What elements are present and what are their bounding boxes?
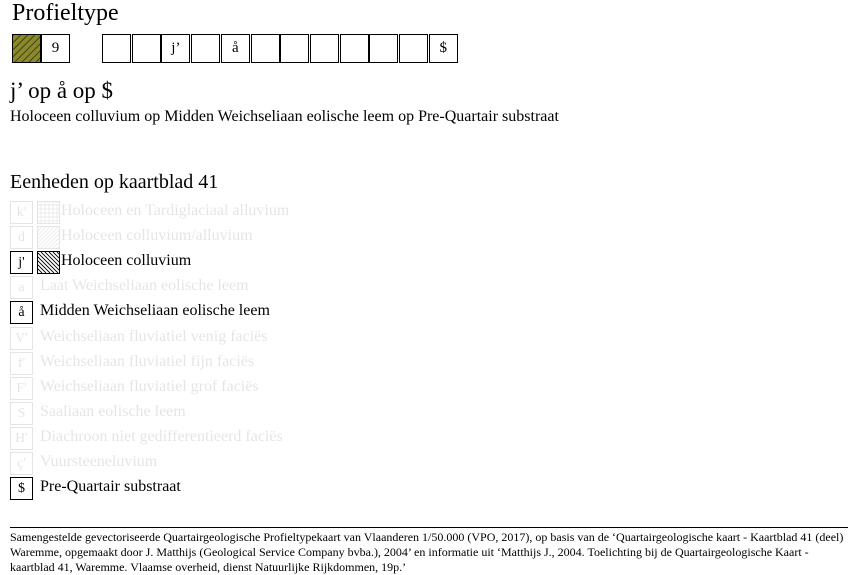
unit-code: k' [10,201,33,224]
profile-code-cell [191,34,220,63]
unit-code: f' [10,352,33,375]
page-title: Profieltype [12,0,119,26]
profile-formula: j’ op å op $ [10,78,114,103]
unit-label: Holoceen colluvium/alluvium [61,227,253,245]
unit-label: Diachroon niet gedifferentieerd faciës [40,427,283,445]
unit-label: Laat Weichseliaan eolische leem [40,277,249,295]
profile-code-cell [251,34,280,63]
unit-code: d [10,226,33,249]
unit-label: Vuursteeneluvium [40,453,158,470]
unit-label: Holoceen colluvium [61,252,192,270]
profile-code-cell [340,34,369,63]
unit-pattern [37,251,60,274]
unit-code: $ [10,477,33,500]
profile-code-cell: å [221,34,250,63]
unit-pattern [37,226,60,249]
unit-label: Saaliaan eolische leem [40,402,186,420]
unit-code: S [10,402,33,425]
unit-code: H' [10,427,33,450]
units-heading: Eenheden op kaartblad 41 [10,171,219,193]
unit-label: Midden Weichseliaan eolische leem [40,302,270,320]
profile-code-cell: $ [429,34,458,63]
profile-number: 9 [41,34,70,63]
unit-label: Weichseliaan fluviatiel venig faciës [40,327,268,345]
profile-color-swatch [12,34,41,63]
diagonal-hatch-icon [38,227,59,248]
profile-description: Holoceen colluvium op Midden Weichseliaan eolische leem op Pre-Quartair substraat [10,108,559,125]
unit-code: a [10,276,33,299]
unit-code: V' [10,327,33,350]
profile-code-cell: j’ [161,34,190,63]
grid-pattern-icon [38,202,59,223]
profile-code-cell [310,34,339,63]
source-note: Samengestelde gevectoriseerde Quartairgeologische Profieltypekaart van Vlaanderen 1/50.000 (VPO, 2017), op basis van de ‘Quartairgeologische kaart - Kaartblad 41 (deel) Waremme, opgemaakt door J. Matthijs (Geological Service Company bvba.), 2004’ en informatie uit ‘Matthijs J., 2004. Toelichting bij de Quartairgeologische Kaart - kaartblad 41, Waremme. Vlaamse overheid, dienst Natuurlijke Rijkdommen, 19p.’ [10,530,844,574]
unit-code: j' [10,251,33,274]
unit-label: Pre-Quartair substraat [40,478,181,496]
profile-code-cell [399,34,428,63]
unit-label: Holoceen en Tardiglaciaal alluvium [61,202,290,219]
unit-pattern [37,201,60,224]
profile-code-cell [280,34,309,63]
unit-code: F' [10,377,33,400]
profile-code-cell [132,34,161,63]
unit-code: å [10,301,33,324]
footer-divider [10,527,848,528]
unit-code: ç' [10,452,33,475]
unit-label: Weichseliaan fluviatiel grof faciës [40,377,259,395]
profile-code-cell [369,34,398,63]
back-diagonal-hatch-icon [38,252,59,273]
hatch-swatch-icon [13,35,40,62]
unit-label: Weichseliaan fluviatiel fijn faciës [40,352,255,370]
profile-code-cell [102,34,131,63]
